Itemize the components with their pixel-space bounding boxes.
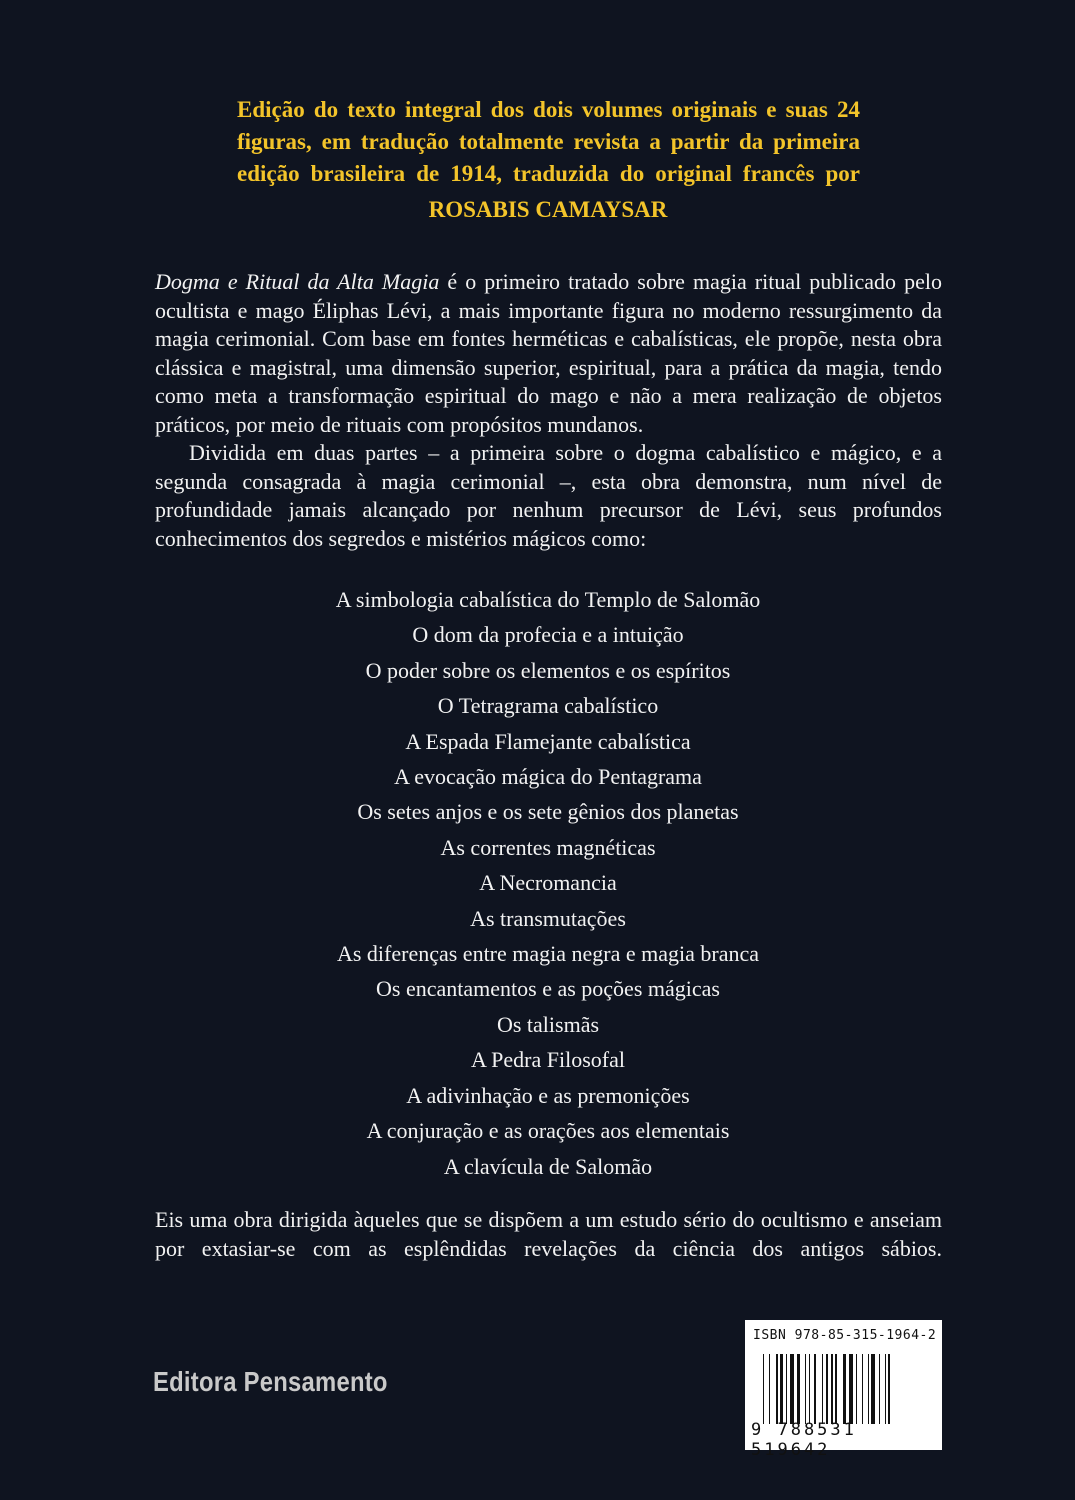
barcode-bar	[831, 1354, 832, 1424]
topic-item: As transmutações	[470, 905, 626, 931]
translator-name: ROSABIS CAMAYSAR	[428, 197, 668, 222]
barcode-bar	[786, 1354, 787, 1424]
barcode-bars	[763, 1354, 933, 1424]
barcode-bar	[790, 1354, 794, 1424]
topic-item: A simbologia cabalística do Templo de Salomão	[335, 587, 761, 612]
topics-list	[0, 582, 1075, 1184]
description-paragraph-1	[155, 268, 942, 439]
barcode-bar	[769, 1354, 770, 1424]
topic-item: A clavícula de Salomão	[443, 1153, 653, 1179]
topic-item: A Espada Flamejante cabalística	[405, 728, 691, 754]
topic-item: Os setes anjos e os sete gênios dos planetas	[357, 799, 739, 825]
description	[155, 268, 942, 553]
book-title: Dogma e Ritual da Alta Magia	[155, 269, 440, 294]
barcode-bar	[879, 1354, 880, 1424]
ean-number: 9 788531 519642	[751, 1420, 857, 1460]
barcode-bar	[826, 1354, 829, 1424]
edition-note	[237, 94, 860, 190]
description-paragraph-2: Dividida em duas partes – a primeira sobre o dogma cabalístico e mágico, e a segunda consagrada à magia cerimonial –, esta obra demonstra, num nível de profundidade jamais alcançado por nenhum precursor de Lévi, seus profundos conhecimentos dos segredos e mistérios mágicos como:	[155, 440, 942, 551]
barcode-bar	[809, 1354, 810, 1424]
barcode-bar	[849, 1354, 853, 1424]
topic-item: As diferenças entre magia negra e magia branca	[336, 941, 760, 967]
topic-item: O dom da profecia e a intuição	[412, 622, 684, 648]
topic-item: A adivinhação e as premonições	[406, 1082, 690, 1108]
barcode-bar	[888, 1354, 889, 1424]
barcode-bar	[856, 1354, 857, 1424]
edition-note-line: edição brasileira de 1914, traduzida do original francês por	[237, 161, 860, 186]
edition-note-line: Edição do texto integral dos dois volumes originais e suas 24	[237, 97, 860, 122]
barcode-bar	[805, 1354, 806, 1424]
barcode-bar	[776, 1354, 777, 1424]
barcode-bar	[871, 1354, 875, 1424]
barcode-bar	[780, 1354, 783, 1424]
topic-item: A Pedra Filosofal	[471, 1047, 625, 1073]
topic-item: Os encantamentos e as poções mágicas	[376, 976, 720, 1002]
barcode-bar	[843, 1354, 846, 1424]
barcode-bar	[862, 1354, 863, 1424]
topic-item: A evocação mágica do Pentagrama	[394, 764, 702, 790]
isbn-label: ISBN 978-85-315-1964-2	[753, 1328, 937, 1343]
barcode-bar	[885, 1354, 886, 1424]
barcode-bar	[814, 1354, 815, 1424]
barcode-bar	[763, 1354, 764, 1424]
topic-item: Os talismãs	[496, 1011, 600, 1037]
publisher-logo: Editora Pensamento	[153, 1366, 388, 1397]
barcode-bar	[835, 1354, 836, 1424]
barcode-bar	[797, 1354, 800, 1424]
description-text: é o primeiro tratado sobre magia ritual publicado pelo ocultista e mago Éliphas Lévi, a mais importante figura no moderno ressurgimento da magia cerimonial. Com base em fontes herméticas e cabalísticas, ele propõe, nesta obra clássica e magistral, uma dimensão superior, espiritual, para a prática da magia, tendo como meta a transformação espiritual do mago e não a mera realização de objetos práticos, por meio de rituais com propósitos mundanos.	[155, 269, 942, 437]
barcode-bar	[868, 1354, 869, 1424]
closing-paragraph: Eis uma obra dirigida àqueles que se dispõem a um estudo sério do ocultismo e anseiam por extasiar-se com as esplêndidas revelações da ciência dos antigos sábios.	[155, 1207, 942, 1261]
topic-item: A Necromancia	[479, 870, 617, 896]
barcode-bar	[822, 1354, 823, 1424]
edition-note-line: figuras, em tradução totalmente revista a partir da primeira	[237, 129, 860, 154]
topic-item: As correntes magnéticas	[440, 834, 656, 860]
topic-item: O poder sobre os elementos e os espíritos	[365, 657, 731, 683]
topic-item: A conjuração e as orações aos elementais	[366, 1118, 730, 1144]
isbn-barcode	[745, 1320, 942, 1460]
topic-item: O Tetragrama cabalístico	[437, 693, 659, 719]
